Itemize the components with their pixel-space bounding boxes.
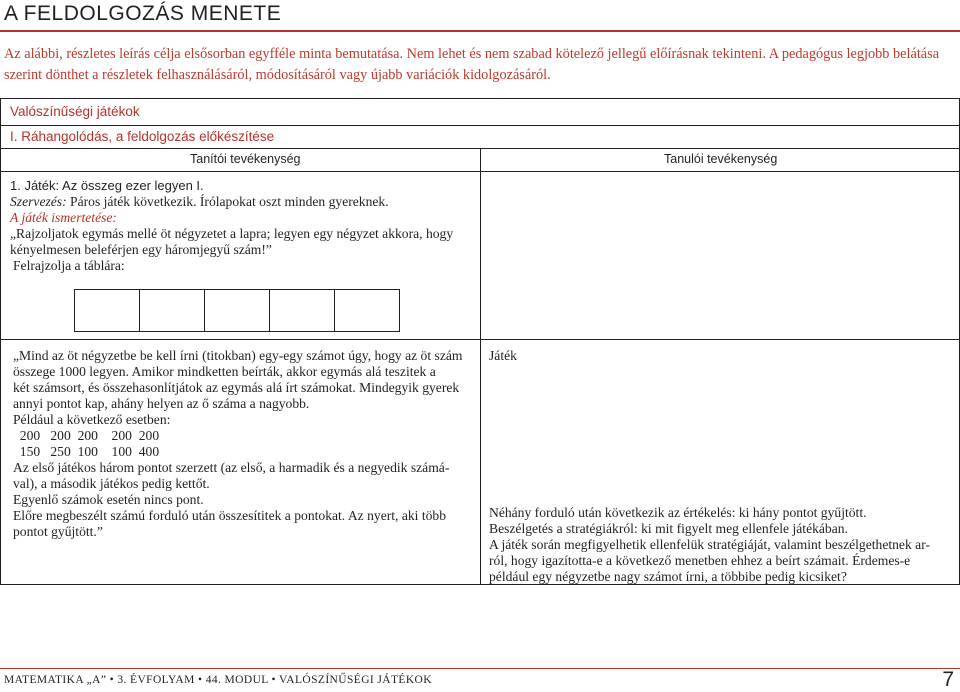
rules-line: pontot gyűjtött.”: [13, 524, 103, 539]
activity-title: 1. Játék: Az összeg ezer legyen I.: [10, 178, 204, 193]
rules-line: val), a második játékos pedig kettőt.: [13, 476, 210, 491]
part-label: I. Ráhangolódás, a feldolgozás előkészítése: [10, 129, 275, 144]
topic-label: Valószínűségi játékok: [10, 104, 140, 119]
five-squares-drawing: [74, 289, 399, 332]
title-rule: [0, 30, 960, 32]
student-line: Beszélgetés a stratégiákról: ki mit figyelt meg ellenfele játékában.: [489, 521, 848, 536]
organization-line: [10, 194, 389, 210]
student-line: ról, hogy igazította-e a következő menetben ehhez a beírt számait. Érdemes-e: [489, 553, 911, 568]
organization-text: Páros játék következik. Írólapokat oszt minden gyereknek.: [70, 194, 389, 209]
footer-text: MATEMATIKA „A” • 3. ÉVFOLYAM • 44. MODUL • VALÓSZÍNŰSÉGI JÁTÉKOK: [4, 674, 432, 686]
rules-line: annyi pontot kap, ahány helyen az ő száma a nagyobb.: [13, 396, 310, 411]
teacher-column-header: Tanítói tevékenység: [190, 152, 301, 166]
square-1: [74, 289, 140, 332]
instruction-line-2: kényelmesen beleférjen egy háromjegyű szám!”: [10, 242, 272, 257]
rules-label: A játék ismertetése:: [10, 210, 117, 225]
organization-label: Szervezés:: [10, 194, 67, 209]
rules-line: Az első játékos három pontot szerzett (az első, a harmadik és a negyedik számá-: [13, 460, 450, 475]
rules-line: összege 1000 legyen. Amikor mindketten beírták, akkor egymás alá teszitek a: [13, 364, 436, 379]
topic-frame: [0, 98, 960, 126]
page-title: A FELDOLGOZÁS MENETE: [4, 2, 282, 25]
example-row-2: 150 250 100 100 400: [13, 444, 160, 459]
student-line: például egy négyzetbe nagy számot írni, a többibe pedig kicsiket?: [489, 569, 847, 584]
row-divider: [0, 339, 960, 340]
student-column-header: Tanulói tevékenység: [664, 152, 778, 166]
page-number: 7: [942, 668, 954, 691]
board-instruction: Felrajzolja a táblára:: [13, 258, 125, 273]
header-divider: [0, 171, 960, 172]
student-line: Néhány forduló után következik az értékelés: ki hány pontot gyűjtött.: [489, 505, 867, 520]
example-row-1: 200 200 200 200 200: [13, 428, 160, 443]
square-3: [204, 289, 270, 332]
rules-line: „Mind az öt négyzetbe be kell írni (titokban) egy-egy számot úgy, hogy az öt szám: [13, 348, 463, 363]
rules-line: két számsort, és összehasonlítjátok az egymás alá írt számokat. Mindegyik gyerek: [13, 380, 460, 395]
student-game-label: Játék: [489, 348, 517, 363]
instruction-line-1: „Rajzoljatok egymás mellé öt négyzetet a lapra; legyen egy négyzet akkora, hogy: [10, 226, 454, 241]
intro-paragraph: Az alábbi, részletes leírás célja elsősorban egyfféle minta bemutatása. Nem lehet és nem szabad kötelező jellegű előírásnak tekinteni. A pedagógus legjobb belátása szerint dönthet a részletek felhasználásáról, módosításáról vagy újabb variációk kidolgozásáról.: [4, 46, 940, 83]
square-5: [334, 289, 400, 332]
square-4: [269, 289, 335, 332]
student-line: A játék során megfigyelhetik ellenfelük stratégiáját, valamint beszélgethetnek ar-: [489, 537, 930, 552]
column-divider: [480, 148, 481, 585]
rules-line: Előre megbeszélt számú forduló után összesítitek a pontokat. Az nyert, aki több: [13, 508, 446, 523]
footer-rule: [0, 668, 960, 669]
rules-line: Egyenlő számok esetén nincs pont.: [13, 492, 204, 507]
rules-line: Például a következő esetben:: [13, 412, 171, 427]
square-2: [139, 289, 205, 332]
